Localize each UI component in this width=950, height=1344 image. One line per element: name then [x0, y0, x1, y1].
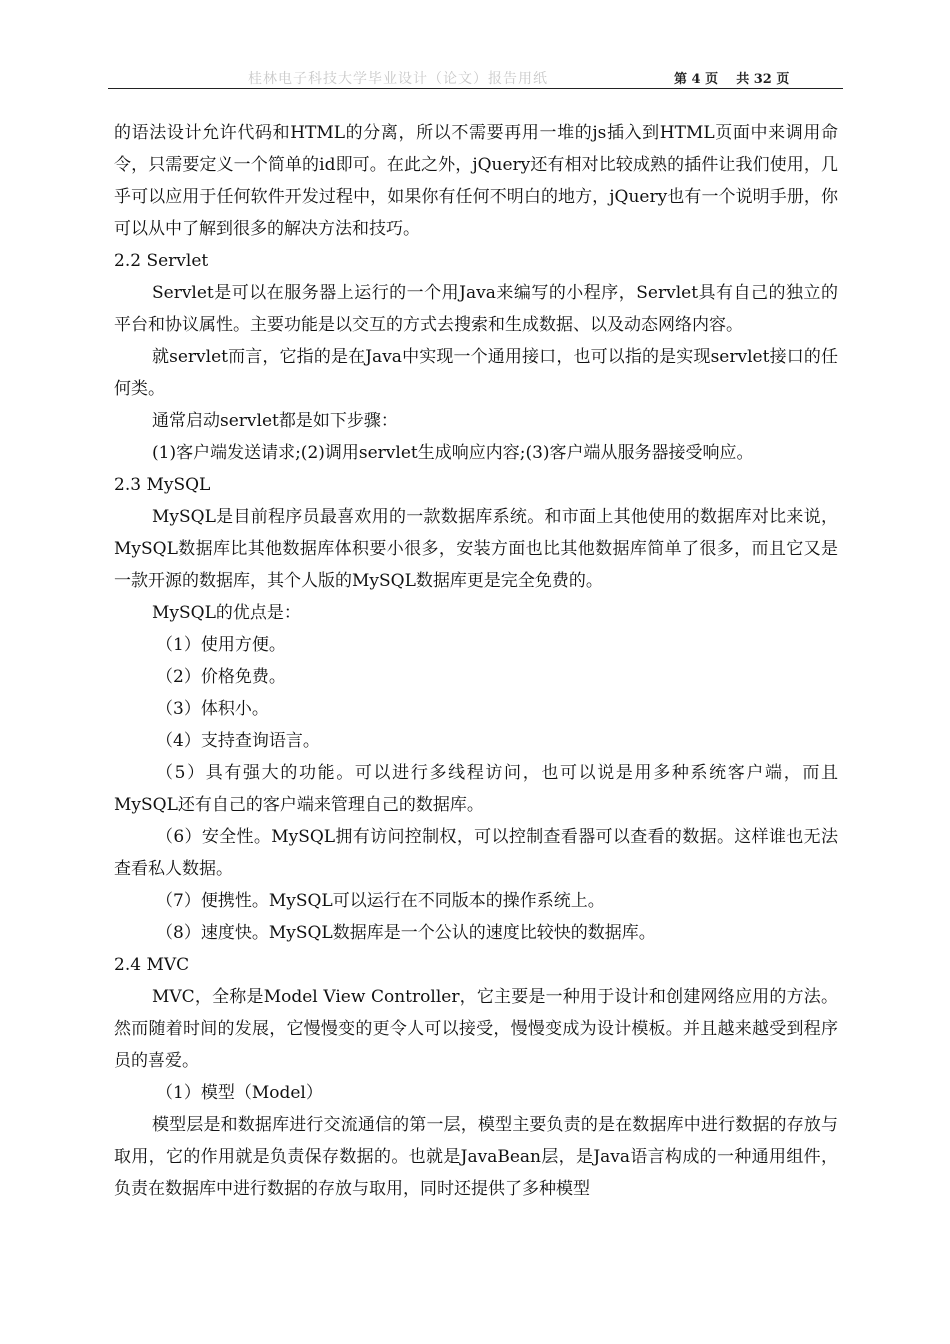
list-item-mysql-3: （3）体积小。 — [156, 699, 269, 719]
paragraph-mvc-model: 模型层是和数据库进行交流通信的第一层，模型主要负责的是在数据库中进行数据的存放与取用，它的作用就是负责保存数据的。也就是JavaBean层，是Java语言构成的一种通用组件，负责在数据库中进行数据的存放与取用，同时还提供了多种模型 — [114, 1115, 838, 1199]
header-page-number: 第 4 页 共 32 页 — [674, 72, 790, 87]
list-item-mysql-8: （8）速度快。MySQL数据库是一个公认的速度比较快的数据库。 — [156, 923, 656, 943]
paragraph-servlet-interface: 就servlet而言，它指的是在Java中实现一个通用接口，也可以指的是实现servlet接口的任何类。 — [114, 347, 838, 399]
paragraph-servlet-steps: (1)客户端发送请求;(2)调用servlet生成响应内容;(3)客户端从服务器接受响应。 — [152, 443, 754, 463]
paragraph-mysql-intro: MySQL是目前程序员最喜欢用的一款数据库系统。和市面上其他使用的数据库对比来说，MySQL数据库比其他数据库体积要小很多，安装方面也比其他数据库简单了很多，而且它又是一款开源的数据库，其个人版的MySQL数据库更是完全免费的。 — [114, 507, 838, 591]
paragraph-jquery-continued: 的语法设计允许代码和HTML的分离，所以不需要再用一堆的js插入到HTML页面中来调用命令，只需要定义一个简单的id即可。在此之外，jQuery还有相对比较成熟的插件让我们使用，几乎可以应用于任何软件开发过程中，如果你有任何不明白的地方，jQuery也有一个说明手册，你可以从中了解到很多的解决方法和技巧。 — [114, 123, 838, 239]
section-heading-mysql: 2.3 MySQL — [114, 475, 211, 495]
list-item-mysql-1: （1）使用方便。 — [156, 635, 286, 655]
list-item-mysql-2: （2）价格免费。 — [156, 667, 286, 687]
section-heading-mvc: 2.4 MVC — [114, 955, 190, 975]
page-header — [108, 68, 843, 89]
section-heading-servlet: 2.2 Servlet — [114, 251, 209, 271]
paragraph-servlet-steps-intro: 通常启动servlet都是如下步骤： — [152, 411, 398, 431]
list-item-mysql-5: （5）具有强大的功能。可以进行多线程访问，也可以说是用多种系统客户端，而且MySQL还有自己的客户端来管理自己的数据库。 — [114, 763, 838, 815]
paragraph-mysql-advantages-intro: MySQL的优点是： — [152, 603, 301, 623]
list-item-mvc-model: （1）模型（Model） — [156, 1083, 323, 1103]
paragraph-mvc-intro: MVC，全称是Model View Controller，它主要是一种用于设计和创建网络应用的方法。然而随着时间的发展，它慢慢变的更令人可以接受，慢慢变成为设计模板。并且越来越受到程序员的喜爱。 — [114, 987, 838, 1071]
list-item-mysql-6: （6）安全性。MySQL拥有访问控制权，可以控制查看器可以查看的数据。这样谁也无法查看私人数据。 — [114, 827, 838, 879]
list-item-mysql-4: （4）支持查询语言。 — [156, 731, 320, 751]
list-item-mysql-7: （7）便携性。MySQL可以运行在不同版本的操作系统上。 — [156, 891, 605, 911]
paragraph-servlet-intro: Servlet是可以在服务器上运行的一个用Java来编写的小程序，Servlet具有自己的独立的平台和协议属性。主要功能是以交互的方式去搜索和生成数据、以及动态网络内容。 — [114, 283, 838, 335]
header-school-title: 桂林电子科技大学毕业设计（论文）报告用纸 — [248, 71, 548, 87]
document-body — [114, 117, 838, 1205]
